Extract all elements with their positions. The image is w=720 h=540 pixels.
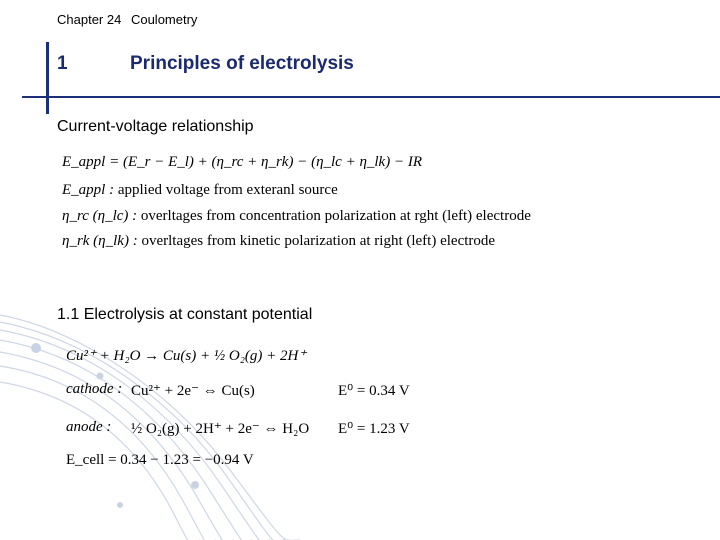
eta-k-symbol: η_rk (η_lk) : xyxy=(62,233,138,249)
overall-reaction: Cu²⁺ + H₂O → Cu(s) + ½ O₂(g) + 2H⁺ xyxy=(66,348,307,364)
cathode-reaction: Cu²⁺ + 2e⁻ ⇔ Cu(s) xyxy=(131,383,255,399)
anode-potential: E⁰ = 1.23 V xyxy=(338,421,410,437)
cathode-potential: E⁰ = 0.34 V xyxy=(338,383,410,399)
cell-potential: E_cell = 0.34 − 1.23 = −0.94 V xyxy=(66,452,254,468)
eta-c-symbol: η_rc (η_lc) : xyxy=(62,208,138,224)
chapter-header xyxy=(57,12,203,27)
current-voltage-heading: Current-voltage relationship xyxy=(57,118,254,135)
eappl-definition xyxy=(62,182,338,199)
section-title: Principles of electrolysis xyxy=(130,53,354,74)
subsection-heading: 1.1 Electrolysis at constant potential xyxy=(57,306,313,323)
eta-c-text: overltages from concentration polarization at rght (left) electrode xyxy=(140,208,531,224)
kinetic-overvoltage-definition xyxy=(62,233,495,250)
horizontal-accent-line xyxy=(22,96,720,98)
eta-k-text: overltages from kinetic polarization at right (left) electrode xyxy=(141,233,496,249)
applied-voltage-equation: E_appl = (E_r − E_l) + (η_rc + η_rk) − (η_lc + η_lk) − IR xyxy=(62,154,422,170)
vertical-accent-line xyxy=(46,42,49,114)
chapter-label: Chapter 24 xyxy=(57,12,122,27)
anode-label: anode : xyxy=(66,419,112,435)
concentration-overvoltage-definition xyxy=(62,208,531,225)
eappl-symbol: E_appl : xyxy=(62,182,115,198)
section-number: 1 xyxy=(57,53,68,74)
eappl-text: applied voltage from exteranl source xyxy=(117,182,338,198)
cathode-label: cathode : xyxy=(66,381,123,397)
chapter-title: Coulometry xyxy=(130,12,198,27)
anode-reaction: ½ O₂(g) + 2H⁺ + 2e⁻ ⇔ H₂O xyxy=(131,421,310,437)
